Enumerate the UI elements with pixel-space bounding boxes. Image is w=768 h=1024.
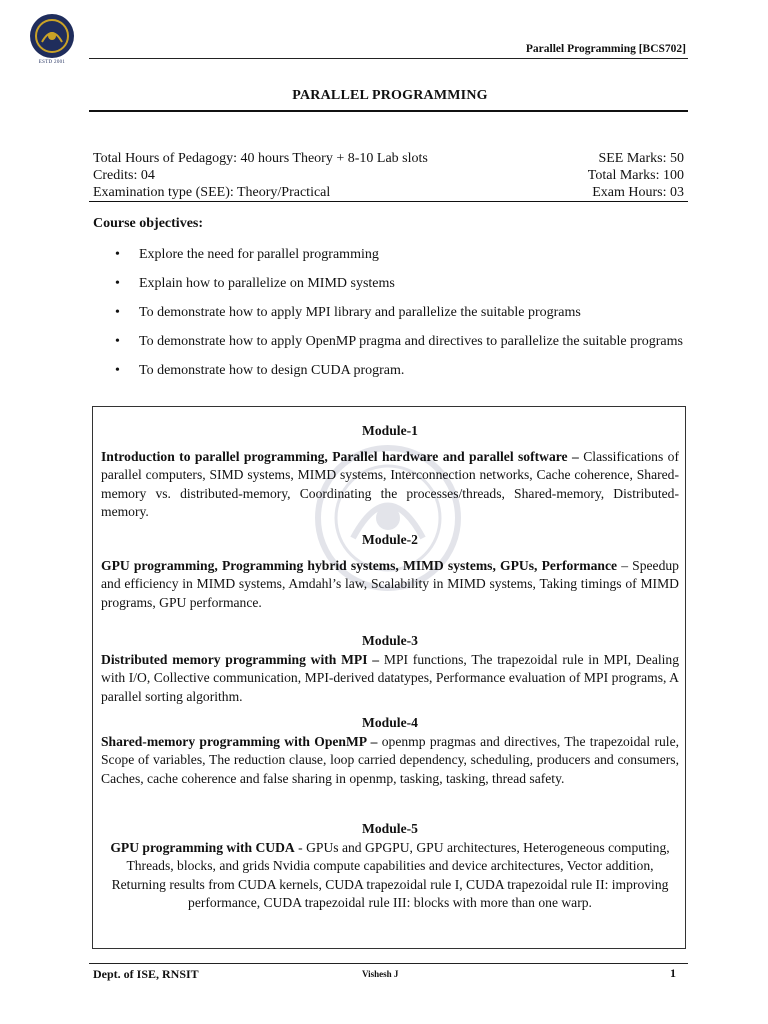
module-3	[101, 632, 679, 706]
module-topic: GPU programming with CUDA	[110, 840, 295, 856]
objective-item: • Explain how to parallelize on MIMD systems	[93, 271, 688, 297]
footer-divider	[89, 963, 688, 964]
objective-item: • To demonstrate how to design CUDA program.	[93, 358, 688, 384]
module-body	[101, 448, 679, 521]
module-title: Module-5	[362, 821, 418, 836]
meta-row	[93, 167, 684, 184]
module-content: openmp pragmas and directives, The trapezoidal rule, Scope of variables, The reduction clause, loop carried dependency, scheduling, producers and consumers, Caches, cache coherence and false sharing in openmp, tasking, tasking, thread safety.	[101, 734, 680, 786]
objectives-heading: Course objectives:	[93, 216, 204, 231]
module-body	[101, 733, 679, 788]
objective-item: • Explore the need for parallel programming	[93, 242, 688, 268]
module-body	[101, 651, 679, 706]
credits: Credits: 04	[93, 168, 155, 183]
module-content: MPI functions, The trapezoidal rule in MPI, Dealing with I/O, Collective communication, MPI-derived datatypes, Performance evaluation of MPI programs, A parallel sorting algorithm.	[101, 652, 680, 704]
module-title: Module-2	[362, 532, 418, 547]
exam-hours: Exam Hours: 03	[592, 185, 684, 200]
module-body	[101, 557, 679, 612]
module-topic: Introduction to parallel programming, Parallel hardware and parallel software –	[101, 449, 579, 465]
module-title: Module-4	[362, 715, 418, 730]
objectives-list	[93, 242, 688, 384]
module-1	[101, 422, 679, 521]
pedagogy-hours: Total Hours of Pedagogy: 40 hours Theory + 8-10 Lab slots	[93, 151, 428, 166]
footer-author: Vishesh J	[362, 969, 399, 979]
exam-type: Examination type (SEE): Theory/Practical	[93, 185, 331, 200]
meta-row	[93, 150, 684, 167]
module-title: Module-3	[362, 633, 418, 648]
footer-department: Dept. of ISE, RNSIT	[93, 967, 199, 981]
module-5	[101, 820, 679, 912]
course-reference: Parallel Programming [BCS702]	[525, 43, 686, 55]
module-body	[101, 839, 679, 912]
module-topic: Distributed memory programming with MPI –	[101, 652, 380, 668]
header-divider	[89, 58, 688, 59]
course-objectives	[93, 216, 688, 387]
total-marks: Total Marks: 100	[587, 168, 684, 183]
objective-item: • To demonstrate how to apply OpenMP pragma and directives to parallelize the suitable programs	[93, 329, 688, 355]
module-topic: Shared-memory programming with OpenMP –	[101, 734, 378, 750]
logo-year: ESTD 2001	[38, 60, 66, 65]
module-content: Classifications of parallel computers, SIMD systems, MIMD systems, Interconnection networks, Cache coherence, Shared-memory vs. distributed-memory, Coordinating the processes/threads, Shared-memory, Distributed-memory.	[101, 449, 679, 519]
meta-divider	[89, 201, 688, 202]
module-content: – Speedup and efficiency in MIMD systems, Amdahl’s law, Scalability in MIMD systems, Taking timings of MIMD programs, GPU performance.	[101, 558, 679, 610]
modules-box	[92, 406, 686, 949]
module-topic: GPU programming, Programming hybrid systems, MIMD systems, GPUs, Performance	[101, 558, 618, 574]
see-marks: SEE Marks: 50	[598, 151, 684, 166]
module-4	[101, 714, 679, 788]
title-divider	[89, 110, 688, 112]
module-2	[101, 531, 679, 612]
meta-row	[93, 184, 684, 201]
page-number: 1	[670, 966, 676, 980]
document-title: PARALLEL PROGRAMMING	[292, 88, 488, 103]
objective-item: • To demonstrate how to apply MPI library and parallelize the suitable programs	[93, 300, 688, 326]
course-meta	[93, 150, 684, 201]
module-title: Module-1	[362, 423, 418, 438]
module-content: - GPUs and GPGPU, GPU architectures, Heterogeneous computing, Threads, blocks, and grids Nvidia compute capabilities and device architectures, Vector addition, Returning results from CUDA kernels, CUDA trapezoidal rule I, CUDA trapezoidal rule II: improving performance, CUDA trapezoidal rule III: blocks with more than one warp.	[111, 840, 670, 910]
